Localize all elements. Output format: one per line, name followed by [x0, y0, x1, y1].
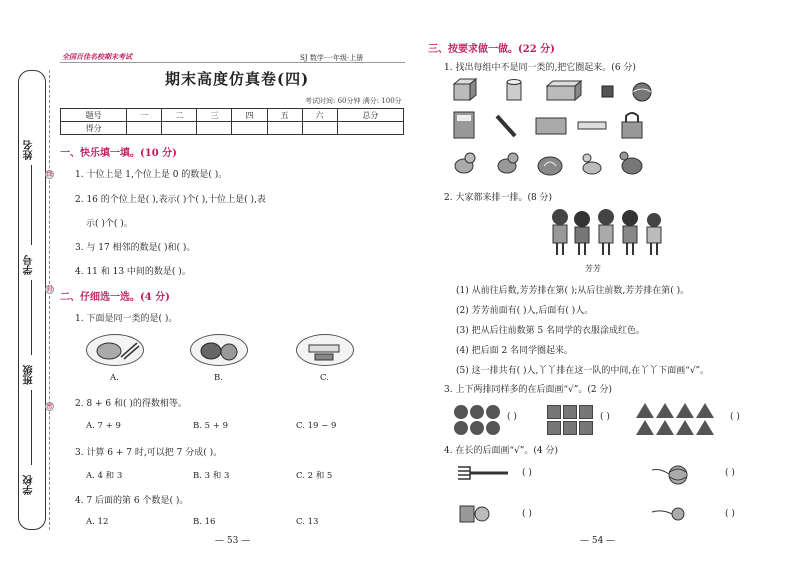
chick-icon [455, 153, 475, 173]
score-cell: 四 [232, 109, 267, 122]
score-cell: 五 [267, 109, 302, 122]
cuboid-icon [547, 81, 581, 100]
triangle-shape [676, 420, 694, 435]
triangle-shape [636, 403, 654, 418]
square-shape [563, 405, 577, 419]
question-1-3: 3. 与 17 相邻的数是( )和( )。 [75, 243, 196, 253]
circle-shape [454, 421, 468, 435]
time-info: 考试时间: 60分钟 满分: 100分 [305, 97, 402, 105]
fangfang-label: 芳芳 [585, 264, 601, 273]
lock-icon [622, 113, 642, 138]
bowl-chopsticks-icon [87, 335, 145, 367]
square-shape [547, 421, 561, 435]
choice-2-option-a: A. 7 + 9 [86, 421, 121, 431]
task-1: 1. 找出每组中不是同一类的,把它圈起来。(6 分) [444, 63, 636, 73]
circle-shape [454, 405, 468, 419]
rooster-icon [620, 152, 642, 174]
choice-2-option-c: C. 19 − 9 [296, 421, 337, 431]
score-table-header-row [61, 109, 404, 122]
page-title: 期末高度仿真卷(四) [165, 70, 310, 88]
triangle-answer-blank[interactable]: ( ) [730, 412, 740, 422]
question-1-1: 1. 十位上是 1,个位上是 0 的数是( )。 [75, 170, 228, 180]
choice-3-option-a: A. 4 和 3 [86, 471, 123, 481]
option-a-image [86, 334, 144, 366]
score-input-cell[interactable] [302, 122, 337, 135]
child-figure [622, 210, 638, 255]
name-label: 姓名 [24, 140, 35, 160]
score-cell: 一 [127, 109, 162, 122]
pencil-case-icon [536, 118, 566, 134]
slogan: 全国百佳名校期末考试 [62, 52, 132, 61]
choice-4-option-b: B. 16 [193, 517, 216, 527]
square-shape [579, 405, 593, 419]
chick-icon [498, 153, 518, 173]
fork-answer-blank[interactable]: ( ) [522, 468, 532, 478]
fork-icon [456, 462, 510, 484]
triangle-shape [696, 420, 714, 435]
shape-row [452, 78, 662, 106]
task-2-3: (3) 把从后往前数第 5 名同学的衣服涂成红色。 [456, 326, 646, 336]
choice-2-option-b: B. 5 + 9 [193, 421, 228, 431]
calculator-icon [454, 112, 474, 138]
class-line [31, 390, 32, 465]
triangle-shape [676, 403, 694, 418]
circle-shape [486, 421, 500, 435]
circle-shape [470, 405, 484, 419]
triangle-shape [696, 403, 714, 418]
question-1-2-cont: 示( )个( )。 [86, 219, 133, 229]
circle-shape [470, 421, 484, 435]
small-yarn-answer-blank[interactable]: ( ) [725, 509, 735, 519]
yarn-answer-blank[interactable]: ( ) [725, 468, 735, 478]
small-cube-icon [602, 86, 613, 97]
page-number-left: — 53 — [215, 536, 251, 546]
name-line [31, 165, 32, 245]
score-input-cell[interactable] [162, 122, 197, 135]
option-b-label: B. [214, 373, 223, 383]
triangle-group [636, 403, 726, 435]
choice-4-option-a: A. 12 [86, 517, 109, 527]
child-figure [574, 211, 590, 255]
cut-line [49, 70, 50, 530]
square-shape [579, 421, 593, 435]
option-b-image [190, 334, 248, 366]
ruler-eraser-icon [297, 335, 355, 367]
choice-3-option-c: C. 2 和 5 [296, 471, 333, 481]
option-c-label: C. [320, 373, 329, 383]
square-answer-blank[interactable]: ( ) [600, 412, 610, 422]
square-shape [563, 421, 577, 435]
square-shape [547, 405, 561, 419]
task-2-2: (2) 芳芳前面有( )人,后面有( )人。 [456, 306, 594, 316]
duck-icon [583, 154, 601, 174]
child-figure [647, 213, 661, 255]
child-figure [552, 209, 568, 255]
score-cell: 六 [302, 109, 337, 122]
circle-group [454, 405, 504, 435]
score-cell: 题号 [61, 109, 127, 122]
series-label: SJ 数学·一年级·上册 [300, 54, 364, 62]
task-2-1: (1) 从前往后数,芳芳排在第( );从后往前数,芳芳排在第( )。 [456, 286, 690, 296]
option-c-image [296, 334, 354, 366]
seal-mark-line: 线 [46, 171, 53, 178]
score-cell: 三 [197, 109, 232, 122]
seal-mark-dense: 密 [46, 403, 53, 410]
children-line-image [548, 205, 668, 260]
question-1-4: 4. 11 和 13 中间的数是( )。 [75, 267, 191, 277]
cube-icon [454, 79, 476, 100]
task-2-5: (5) 这一排共有( )人,丫丫排在这一队的中间,在丫丫下面画“√”。 [456, 366, 710, 376]
section-2-title: 二、仔细选一选。(4 分) [60, 292, 170, 303]
header-divider [60, 62, 405, 63]
square-group [547, 405, 597, 435]
pencil-icon [497, 116, 515, 136]
choice-question-4: 4. 7 后面的第 6 个数是( )。 [75, 496, 189, 506]
circle-answer-blank[interactable]: ( ) [507, 412, 517, 422]
score-input-cell[interactable] [197, 122, 232, 135]
question-1-2: 2. 16 的个位上是( ),表示( )个( ),十位上是( ),表 [75, 195, 266, 205]
school-label: 学校 [24, 475, 35, 495]
choice-3-option-b: B. 3 和 3 [193, 471, 230, 481]
score-table-score-row [61, 122, 404, 135]
id-line [31, 280, 32, 355]
clip-answer-blank[interactable]: ( ) [522, 509, 532, 519]
score-input-cell[interactable] [337, 122, 403, 135]
choice-question-2: 2. 8 + 6 和( )的得数相等。 [75, 399, 187, 409]
small-yarn-icon [648, 500, 698, 526]
cylinder-icon [507, 80, 521, 101]
ball-icon [633, 83, 651, 101]
score-cell: 总分 [337, 109, 403, 122]
task-2-4: (4) 把后面 2 名同学圈起来。 [456, 346, 574, 356]
section-3-title: 三、按要求做一做。(22 分) [428, 44, 555, 55]
page-number-right: — 54 — [580, 536, 616, 546]
score-cell: 二 [162, 109, 197, 122]
class-label: 班级 [24, 365, 35, 385]
task-2: 2. 大家都来排一排。(8 分) [444, 193, 553, 203]
score-cell: 得分 [61, 122, 127, 135]
choice-question-3: 3. 计算 6 + 7 时,可以把 7 分成( )。 [75, 448, 223, 458]
score-table [60, 108, 404, 135]
option-a-label: A. [110, 373, 119, 383]
triangle-shape [636, 420, 654, 435]
task-3: 3. 上下两排同样多的在后面画“√”。(2 分) [444, 385, 612, 395]
seal-mark-seal: 封 [46, 286, 53, 293]
score-input-cell[interactable] [232, 122, 267, 135]
binding-strip [18, 70, 46, 530]
triangle-shape [656, 403, 674, 418]
fruit-vegetable-icon [191, 335, 249, 367]
ruler-icon [578, 122, 606, 129]
id-label: 学号 [24, 255, 35, 275]
stationery-row [452, 110, 662, 142]
choice-question-1: 1. 下面是同一类的是( )。 [75, 314, 178, 324]
score-input-cell[interactable] [267, 122, 302, 135]
yarn-ball-icon [648, 460, 698, 486]
choice-4-option-c: C. 13 [296, 517, 319, 527]
task-4: 4. 在长的后面画“√”。(4 分) [444, 446, 558, 456]
clip-icon [456, 500, 496, 528]
bird-row [452, 148, 662, 180]
score-input-cell[interactable] [127, 122, 162, 135]
child-figure [598, 209, 614, 255]
triangle-shape [656, 420, 674, 435]
section-1-title: 一、快乐填一填。(10 分) [60, 148, 177, 159]
snail-icon [538, 157, 562, 175]
circle-shape [486, 405, 500, 419]
